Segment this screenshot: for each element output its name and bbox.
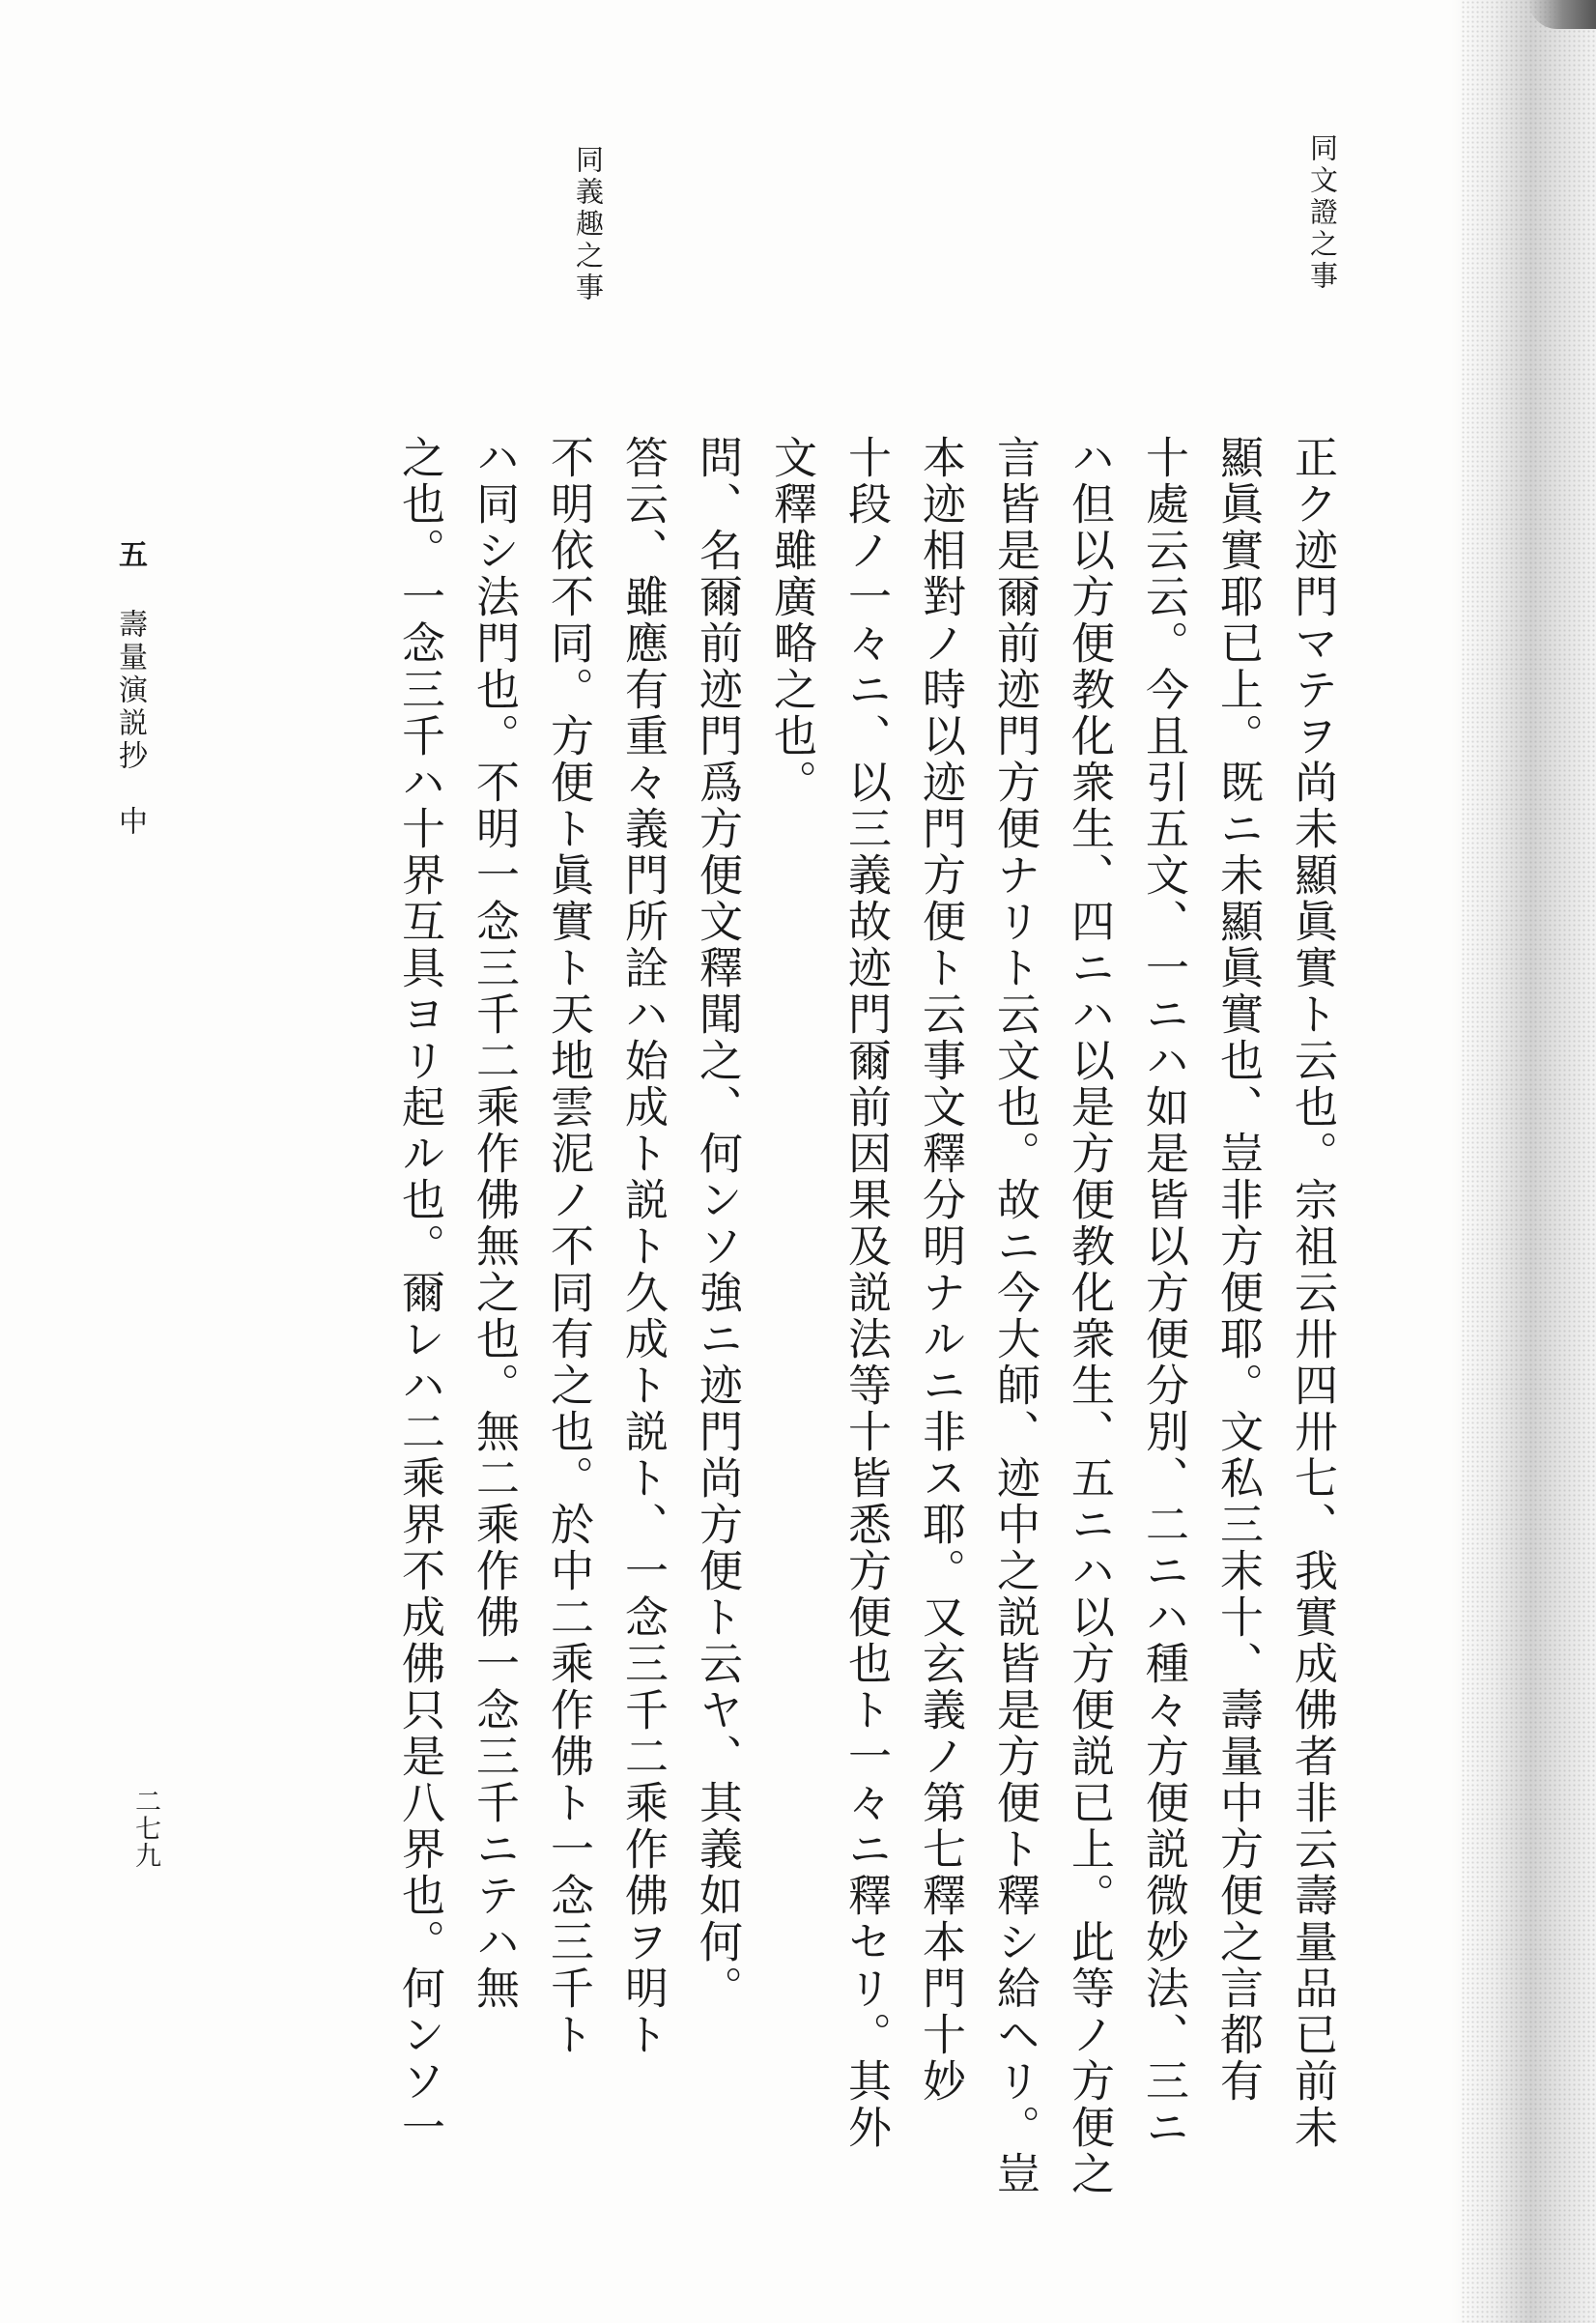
text-line: 本迹相對ノ時以迹門方便ト云事文釋分明ナルニ非ス耶。又玄義ノ第七釋本門十妙 [915, 435, 966, 2105]
text-line: ハ但以方便教化衆生、四ニハ以是方便教化衆生、五ニハ以方便説已上。此等ノ方便之 [1064, 435, 1115, 2197]
text-line: ハ同シ法門也。不明一念三千二乘作佛無之也。無二乘作佛一念三千ニテハ無 [469, 435, 520, 2012]
text-line: 問、名爾前迹門爲方便文釋聞之、何ンソ強ニ迹門尚方便ト云ヤ、其義如何。 [692, 435, 743, 2012]
heading-left: 同義趣之事 [572, 145, 605, 304]
scan-texture [1461, 0, 1596, 2323]
text-line: 十段ノ一々ニ、以三義故迹門爾前因果及説法等十皆悉方便也ト一々ニ釋セリ。其外 [841, 435, 892, 2151]
footer-title: 壽量演説抄 中 [113, 609, 147, 839]
text-line: 答云、雖應有重々義門所詮ハ始成ト説ト久成ト説ト、一念三千二乘作佛ヲ明ト [617, 435, 669, 2058]
text-line: 十處云云。今且引五文、一ニハ如是皆以方便分別、二ニハ種々方便説微妙法、三ニ [1138, 435, 1189, 2151]
text-line: 文釋雖廣略之也。 [766, 435, 817, 806]
text-line: 顯眞實耶已上。既ニ未顯眞實也、豈非方便耶。文私三末十、壽量中方便之言都有 [1212, 435, 1264, 2105]
text-line: 不明依不同。方便ト眞實ト天地雲泥ノ不同有之也。於中二乘作佛ト一念三千ト [543, 435, 594, 2058]
footer-section-number: 五 [113, 539, 147, 570]
text-line: 之也。一念三千ハ十界互具ヨリ起ル也。爾レハ二乘界不成佛只是八界也。何ンソ一 [394, 435, 445, 2151]
heading-right: 同文證之事 [1306, 133, 1339, 293]
text-line: 言皆是爾前迹門方便ナリト云文也。故ニ今大師、迹中之説皆是方便ト釋シ給ヘリ。豈 [989, 435, 1040, 2197]
text-line: 正ク迹門マテヲ尚未顯眞實ト云也。宗祖云卅四卅七、我實成佛者非云壽量品已前未 [1287, 435, 1338, 2151]
page-number: 二七九 [130, 1788, 160, 1869]
